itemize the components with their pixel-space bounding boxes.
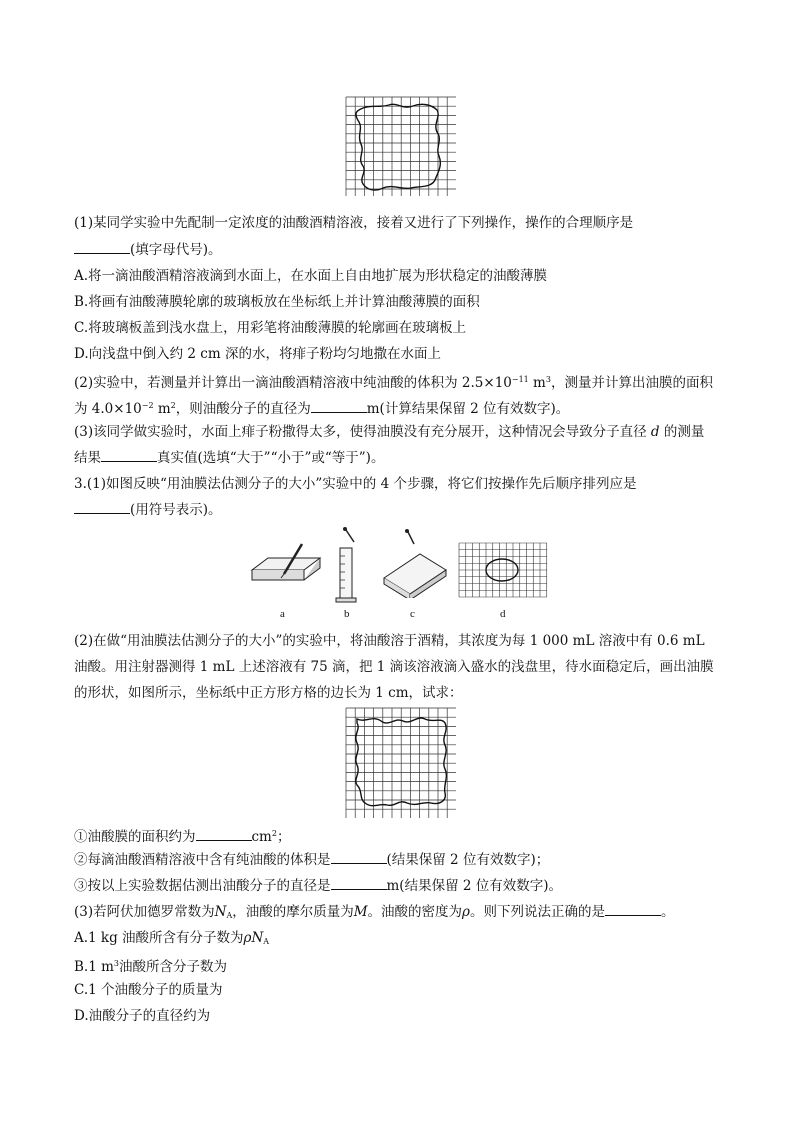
- step-label-c: c: [410, 608, 415, 620]
- p3-q3-option-b: B.1 $m^3$油酸所含分子数为: [74, 959, 227, 975]
- q2-line-1: (2)实验中，若测量并计算出一滴油酸酒精溶液中纯油酸的体积为 $2.5\times 10^{-11}$ $m^3$，测量并计算出油膜的面积: [74, 375, 713, 391]
- step-b-cylinder-figure: [332, 526, 362, 606]
- answer-blank[interactable]: [196, 827, 252, 841]
- step-c-glass-plate-figure: [380, 528, 450, 598]
- step-label-d: d: [500, 608, 506, 620]
- oil-film-grid-figure-bottom: [345, 707, 457, 819]
- answer-blank[interactable]: [74, 500, 130, 514]
- oil-film-outline: [356, 104, 440, 190]
- p3-q3-stem: (3)若阿伏加德罗常数为$N_A$，油酸的摩尔质量为M。油酸的密度为ρ。则下列说法正确的是 。: [74, 904, 675, 920]
- step-d-grid-figure: [458, 542, 548, 598]
- answer-blank[interactable]: [605, 902, 661, 916]
- p3-q2-line-2: 油酸。用注射器测得 1 mL 上述溶液有 75 滴，把 1 滴该溶液滴入盛水的浅盘里，待水面稳定后，画出油膜: [74, 659, 714, 675]
- q2-line-2: 为 $4.0\times 10^{-2}$ $m^2$，则油酸分子的直径为 m(计算结果保留 2 位有效数字)。: [74, 401, 570, 417]
- p3-q1-line-2: (用符号表示)。: [74, 500, 734, 520]
- q1-stem: (1)某同学实验中先配制一定浓度的油酸酒精溶液，接着又进行了下列操作，操作的合理顺序是: [74, 215, 634, 231]
- p3-sub-3: ③按以上实验数据估测出油酸分子的直径是 m(结果保留 2 位有效数字)。: [74, 878, 563, 894]
- q1-stem-end: (填字母代号)。: [74, 240, 734, 260]
- p3-q2-line-1: (2)在做“用油膜法估测分子的大小”的实验中，将油酸溶于酒精，其浓度为每 1 000 mL 溶液中有 0.6 mL: [74, 633, 705, 649]
- answer-blank[interactable]: [331, 850, 387, 864]
- step-label-b: b: [344, 608, 350, 620]
- answer-blank[interactable]: [331, 876, 387, 890]
- q1-option-d: D.向浅盘中倒入约 2 cm 深的水，将痱子粉均匀地撒在水面上: [74, 346, 441, 362]
- p3-q1-line-1: 3.(1)如图反映“用油膜法估测分子的大小”实验中的 4 个步骤，将它们按操作先后顺序排列应是: [74, 476, 637, 492]
- q1-option-a: A.将一滴油酸酒精溶液滴到水面上，在水面上自由地扩展为形状稳定的油酸薄膜: [74, 268, 548, 284]
- step-a-tray-figure: [246, 540, 326, 602]
- answer-blank[interactable]: [74, 240, 130, 254]
- p3-q3-option-a: A.1 kg 油酸所含有分子数为$\rho N_A$: [74, 930, 270, 946]
- step-label-a: a: [280, 608, 285, 620]
- p3-sub-2: ②每滴油酸酒精溶液中含有纯油酸的体积是 (结果保留 2 位有效数字)；: [74, 852, 550, 868]
- p3-sub-1: ①油酸膜的面积约为 $cm^2$；: [74, 829, 291, 845]
- answer-blank[interactable]: [101, 448, 157, 462]
- q1-option-b: B.将画有油酸薄膜轮廓的玻璃板放在坐标纸上并计算油酸薄膜的面积: [74, 294, 480, 310]
- q1-option-c: C.将玻璃板盖到浅水盘上，用彩笔将油酸薄膜的轮廓画在玻璃板上: [74, 320, 467, 336]
- q3-line-1: (3)该同学做实验时，水面上痱子粉撒得太多，使得油膜没有充分展开，这种情况会导致分子直径 d 的测量: [74, 424, 705, 440]
- oil-film-grid-figure-top: [345, 96, 460, 198]
- q3-line-2: 结果 真实值(选填“大于”“小于”或“等于”)。: [74, 450, 385, 466]
- p3-q3-option-d: D.油酸分子的直径约为: [74, 1008, 211, 1024]
- p3-q3-option-c: C.1 个油酸分子的质量为: [74, 982, 223, 998]
- p3-q2-line-3: 的形状，如图所示，坐标纸中正方形方格的边长为 1 cm，试求：: [74, 685, 463, 701]
- answer-blank[interactable]: [311, 399, 367, 413]
